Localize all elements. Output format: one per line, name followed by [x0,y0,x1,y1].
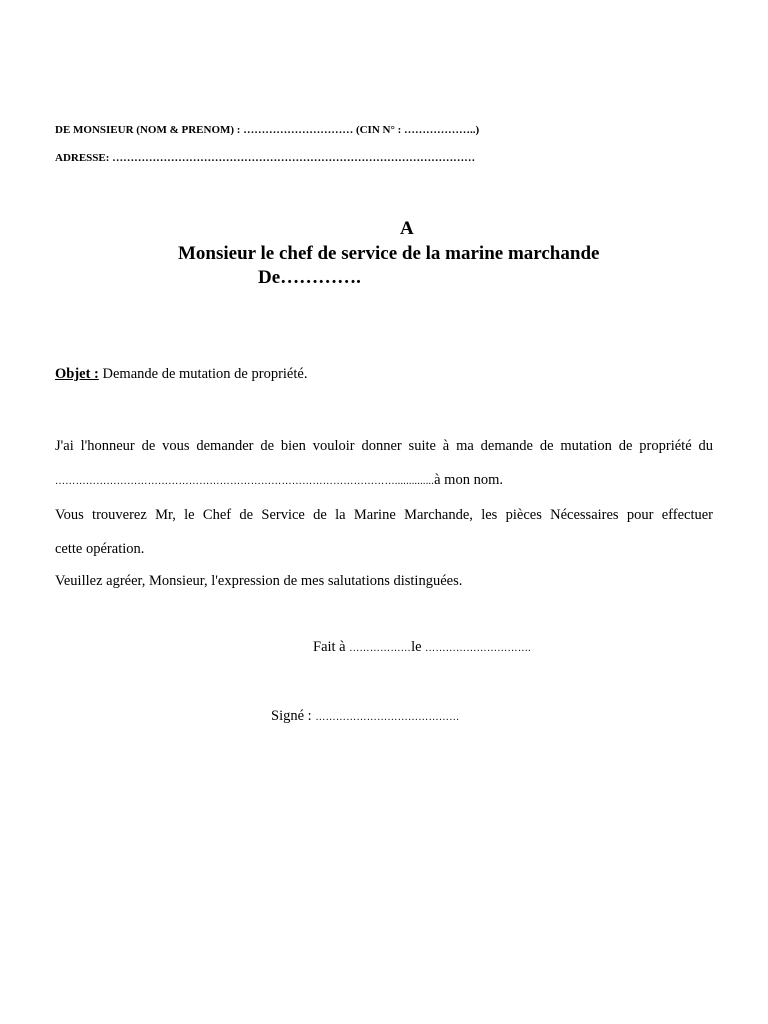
recipient-title: Monsieur le chef de service de la marine marchande [178,243,600,264]
body-line-2 [55,473,503,488]
sender-address-line: ADRESSE: ……………………………………………………………………………………… [55,152,476,164]
place-dots: ……………… [349,643,412,654]
subject-line [55,367,307,382]
recipient-prefix: A [400,218,414,239]
body-line-4: cette opération. [55,541,145,557]
subject-label: Objet : [55,366,99,382]
body-line-1: J'ai l'honneur de vous demander de bien vouloir donner suite à ma demande de mutation de propriété du [55,438,713,454]
sender-name-cin-line: DE MONSIEUR (NOM & PRENOM) : ………………………… (CIN N° : ………………..) [55,124,480,136]
date-label: le [411,639,422,655]
body-line-3: Vous trouverez Mr, le Chef de Service de la Marine Marchande, les pièces Nécessaires pour effectuer [55,507,713,523]
signature-dots: …………………………………… [315,712,460,723]
property-dots: ……………………………………………………………………………………….............. [55,476,435,487]
recipient-city: De…………. [258,267,361,288]
place-date-line [313,640,531,655]
place-label: Fait à [313,639,346,655]
date-dots: …………………………. [425,643,531,654]
signature-line [271,709,460,724]
signature-label: Signé : [271,708,312,724]
body-line-5: Veuillez agréer, Monsieur, l'expression de mes salutations distinguées. [55,573,463,589]
body-line-2-text: à mon nom. [434,472,503,488]
subject-text: Demande de mutation de propriété. [102,366,308,382]
